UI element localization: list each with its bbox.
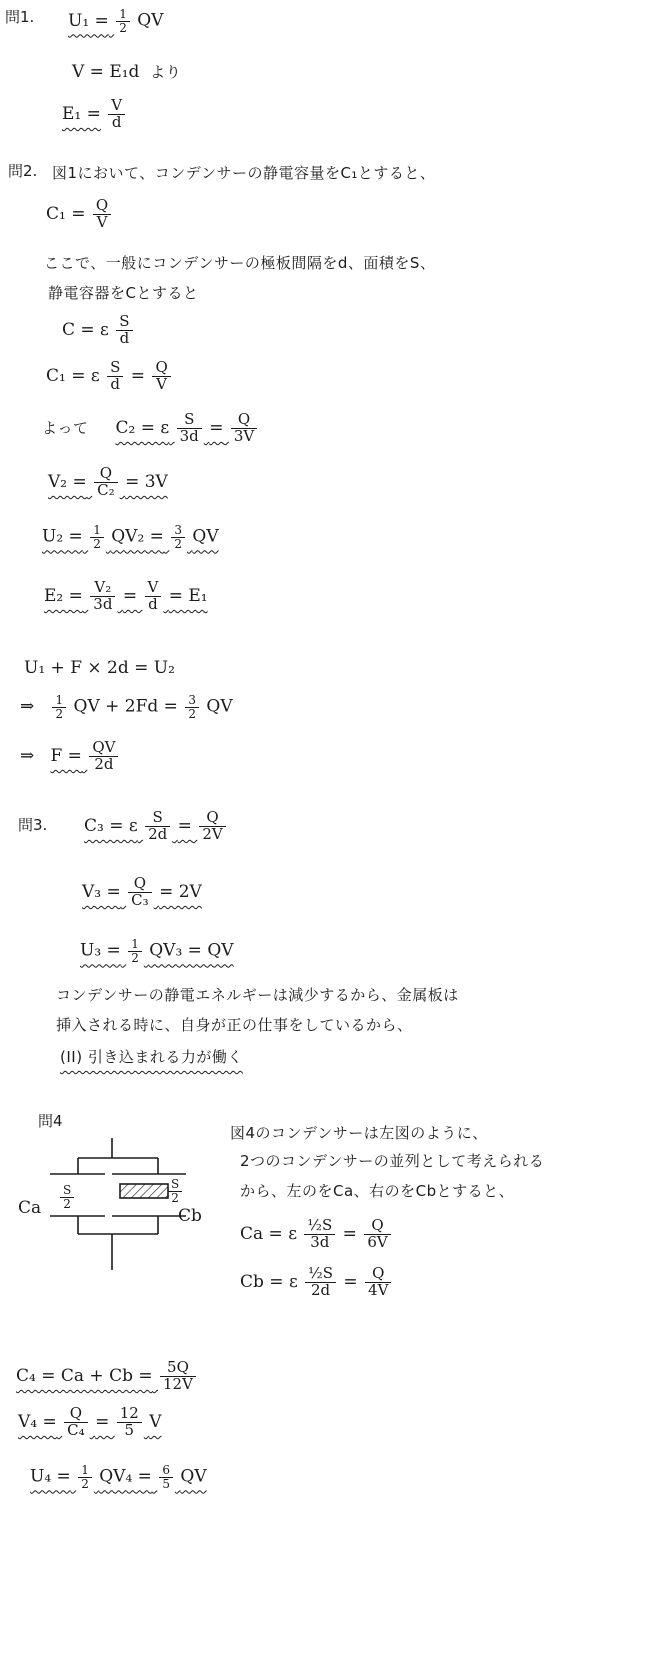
q4-text-2: 2つのコンデンサーの並列として考えられる (240, 1152, 545, 1170)
q4-text-3: から、左のをCa、右のをCbとすると、 (240, 1182, 515, 1200)
q4-eq-c4: C₄ = Ca + Cb = $\frac{5Q}{12V}$ (16, 1360, 198, 1393)
q2-eq-c: C = ε $\frac{S}{d}$ (62, 314, 135, 347)
q1-eq-e1: E₁ = $\frac{V}{d}$ (62, 98, 127, 131)
q4-eq-v4: V₄ = $\frac{Q}{\text{C₄}}$ = $\frac{12}{5}$ V (18, 1404, 162, 1439)
q4-label: 問4 (38, 1112, 63, 1130)
q2-eq-e2: E₂ = $\frac{\text{V₂}}{3d}$ = $\frac{V}{d}$ = E₁ (44, 578, 208, 613)
q4-text-1: 図4のコンデンサーは左図のように、 (230, 1124, 488, 1142)
q2-label: 問2. (8, 162, 38, 180)
fig-label-s-half-left: $\frac{S}{2}$ (58, 1184, 76, 1210)
q3-text-2: 挿入される時に、自身が正の仕事をしているから、 (56, 1016, 413, 1034)
fig-label-ca: Ca (18, 1198, 42, 1218)
q2-eq-c1-expand: C₁ = ε $\frac{S}{d}$ = $\frac{Q}{V}$ (46, 360, 173, 393)
q2-eq-c2: よって C₂ = ε $\frac{S}{3d}$ = $\frac{Q}{3V}$ (42, 412, 259, 445)
q2-eq-c1: C₁ = $\frac{Q}{V}$ (46, 198, 113, 231)
q2-eq-force: ⇒ F = $\frac{QV}{2d}$ (20, 740, 120, 773)
q2-eq-v2: V₂ = $\frac{Q}{\text{C₂}}$ = 3V (48, 464, 168, 499)
q3-eq-c3: C₃ = ε $\frac{S}{2d}$ = $\frac{Q}{2V}$ (84, 810, 228, 843)
q1-label: 問1. (5, 8, 35, 26)
q1-eq-v: V = E₁d より (72, 62, 182, 82)
q3-text-1: コンデンサーの静電エネルギーは減少するから、金属板は (56, 986, 459, 1004)
q2-eq-work: U₁ + F × 2d = U₂ (24, 658, 175, 678)
fig-label-s-half-right: $\frac{S}{2}$ (166, 1178, 184, 1204)
q4-eq-u4: U₄ = $\frac{1}{2}$ QV₄ = $\frac{6}{5}$ QV (30, 1463, 207, 1491)
q3-label: 問3. (18, 816, 48, 834)
fig-label-cb: Cb (178, 1206, 202, 1226)
q2-para2: 静電容器をCとすると (48, 284, 199, 302)
q3-answer: (II) 引き込まれる力が働く (60, 1048, 243, 1066)
q2-eq-u2: U₂ = $\frac{1}{2}$ QV₂ = $\frac{3}{2}$ QV (42, 523, 219, 551)
q3-eq-v3: V₃ = $\frac{Q}{\text{C₃}}$ = 2V (82, 874, 202, 909)
q2-intro: 図1において、コンデンサーの静電容量をC₁とすると、 (52, 164, 436, 182)
q3-eq-u3: U₃ = $\frac{1}{2}$ QV₃ = QV (80, 937, 234, 965)
q4-eq-cb: Cb = ε $\frac{\text{½S}}{2d}$ = $\frac{Q}{4V}$ (240, 1266, 393, 1299)
q4-eq-ca: Ca = ε $\frac{\text{½S}}{3d}$ = $\frac{Q}{6V}$ (240, 1218, 393, 1251)
q2-para1: ここで、一般にコンデンサーの極板間隔をd、面積をS、 (44, 254, 436, 272)
q1-eq-u1: U₁ = $\frac{1}{2}$ QV (68, 7, 164, 35)
q2-eq-work-2: ⇒ $\frac{1}{2}$ QV + 2Fd = $\frac{3}{2}$ QV (20, 693, 233, 721)
